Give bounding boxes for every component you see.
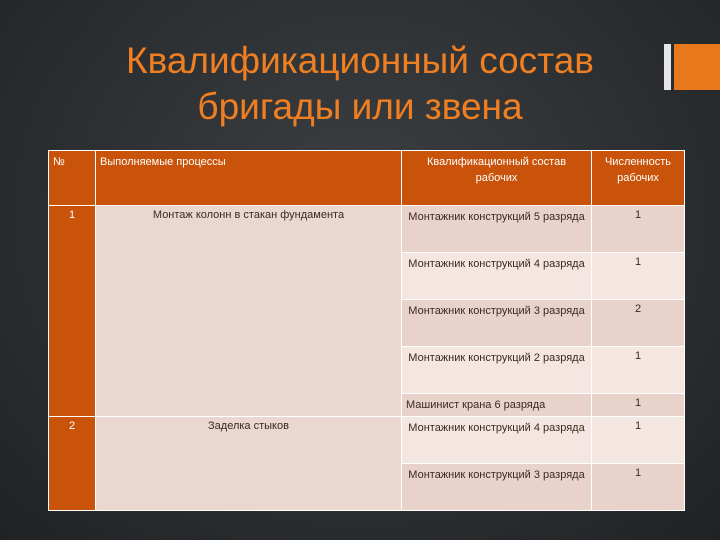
header-qualification: Квалификационный состав рабочих — [402, 151, 592, 206]
row-count: 1 — [592, 253, 685, 300]
row-count: 1 — [592, 347, 685, 394]
header-process: Выполняемые процессы — [96, 151, 402, 206]
row-qualification: Монтажник конструкций 2 разряда — [402, 347, 592, 394]
row-num: 1 — [49, 206, 96, 417]
row-qualification: Монтажник конструкций 3 разряда — [402, 300, 592, 347]
slide-title-line2: бригады или звена — [197, 86, 523, 127]
row-count: 1 — [592, 206, 685, 253]
row-qualification: Монтажник конструкций 3 разряда — [402, 464, 592, 511]
table-row — [49, 206, 685, 253]
header-count: Численность рабочих — [592, 151, 685, 206]
decorative-bar-white — [664, 44, 671, 90]
row-qualification: Машинист крана 6 разряда — [402, 394, 592, 417]
row-qualification: Монтажник конструкций 4 разряда — [402, 417, 592, 464]
decorative-bar-orange — [674, 44, 720, 90]
table-header-row — [49, 151, 685, 206]
table-row — [49, 417, 685, 464]
slide-title — [60, 38, 660, 130]
crew-table — [48, 150, 685, 511]
row-qualification: Монтажник конструкций 4 разряда — [402, 253, 592, 300]
row-count: 2 — [592, 300, 685, 347]
row-process: Заделка стыков — [96, 417, 402, 511]
slide-title-line1: Квалификационный состав — [126, 40, 594, 81]
row-count: 1 — [592, 394, 685, 417]
row-count: 1 — [592, 417, 685, 464]
header-num: № — [49, 151, 96, 206]
row-qualification: Монтажник конструкций 5 разряда — [402, 206, 592, 253]
row-num: 2 — [49, 417, 96, 511]
row-count: 1 — [592, 464, 685, 511]
row-process: Монтаж колонн в стакан фундамента — [96, 206, 402, 417]
